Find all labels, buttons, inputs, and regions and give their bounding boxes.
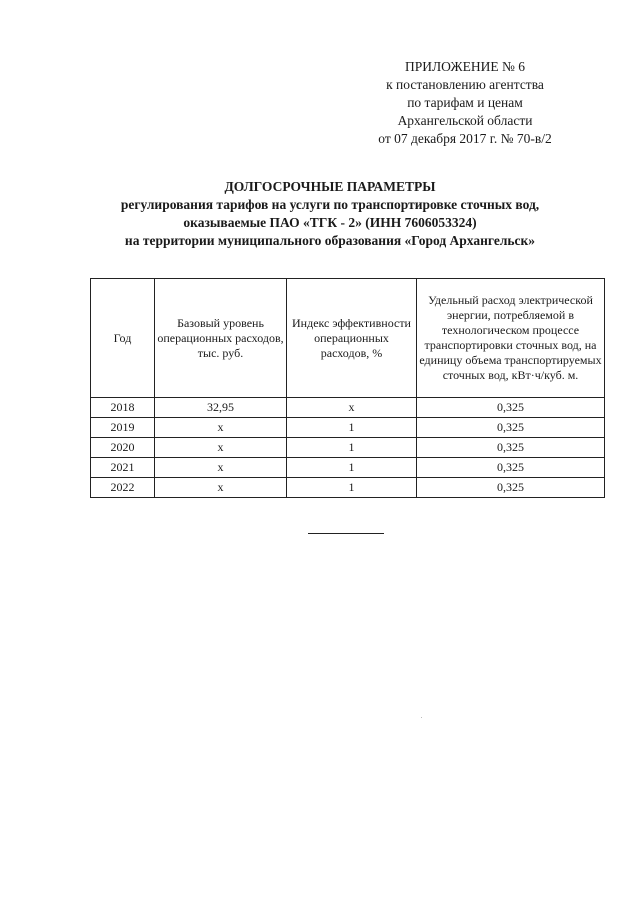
appendix-line: к постановлению агентства [386,77,544,92]
title-line: на территории муниципального образования «Город Архангельск» [124,233,536,248]
cell-year: 2021 [91,458,155,478]
cell-efficiency-index: 1 [287,418,417,438]
header-energy-consumption: Удельный расход электрической энергии, потребляемой в технологическом процессе транспортировки сточных вод, на единицу объема транспортируемых сточных вод, кВт·ч/куб. м. [417,279,605,398]
cell-energy-consumption: 0,325 [417,438,605,458]
cell-year: 2020 [91,438,155,458]
cell-efficiency-index: 1 [287,438,417,458]
cell-energy-consumption: 0,325 [417,458,605,478]
header-year: Год [91,279,155,398]
table-row [91,438,605,458]
cell-year: 2022 [91,478,155,498]
table-row [91,418,605,438]
cell-energy-consumption: 0,325 [417,418,605,438]
cell-base-opex: х [155,438,287,458]
cell-efficiency-index: х [287,398,417,418]
cell-efficiency-index: 1 [287,458,417,478]
cell-base-opex: 32,95 [155,398,287,418]
cell-energy-consumption: 0,325 [417,478,605,498]
cell-base-opex: х [155,458,287,478]
title-line: регулирования тарифов на услуги по транспортировке сточных вод, [120,197,540,212]
appendix-block [360,58,570,148]
appendix-heading: ПРИЛОЖЕНИЕ № 6 [404,59,526,74]
closing-divider [308,533,384,534]
table-row [91,458,605,478]
title-line: оказываемые ПАО «ТГК - 2» (ИНН 7606053324) [183,215,477,230]
cell-efficiency-index: 1 [287,478,417,498]
cell-year: 2018 [91,398,155,418]
parameters-table [90,278,605,498]
title-line: ДОЛГОСРОЧНЫЕ ПАРАМЕТРЫ [224,179,436,194]
table-row [91,398,605,418]
header-efficiency-index: Индекс эффективности операционных расходов, % [287,279,417,398]
appendix-line: по тарифам и ценам [407,95,523,110]
table-row [91,478,605,498]
header-base-opex: Базовый уровень операционных расходов, тыс. руб. [155,279,287,398]
scan-speck [421,717,422,718]
cell-base-opex: х [155,478,287,498]
document-title [60,178,600,250]
appendix-date-line: от 07 декабря 2017 г. № 70-в/2 [378,131,552,146]
cell-base-opex: х [155,418,287,438]
table-header-row [91,279,605,398]
cell-energy-consumption: 0,325 [417,398,605,418]
appendix-line: Архангельской области [397,113,533,128]
cell-year: 2019 [91,418,155,438]
